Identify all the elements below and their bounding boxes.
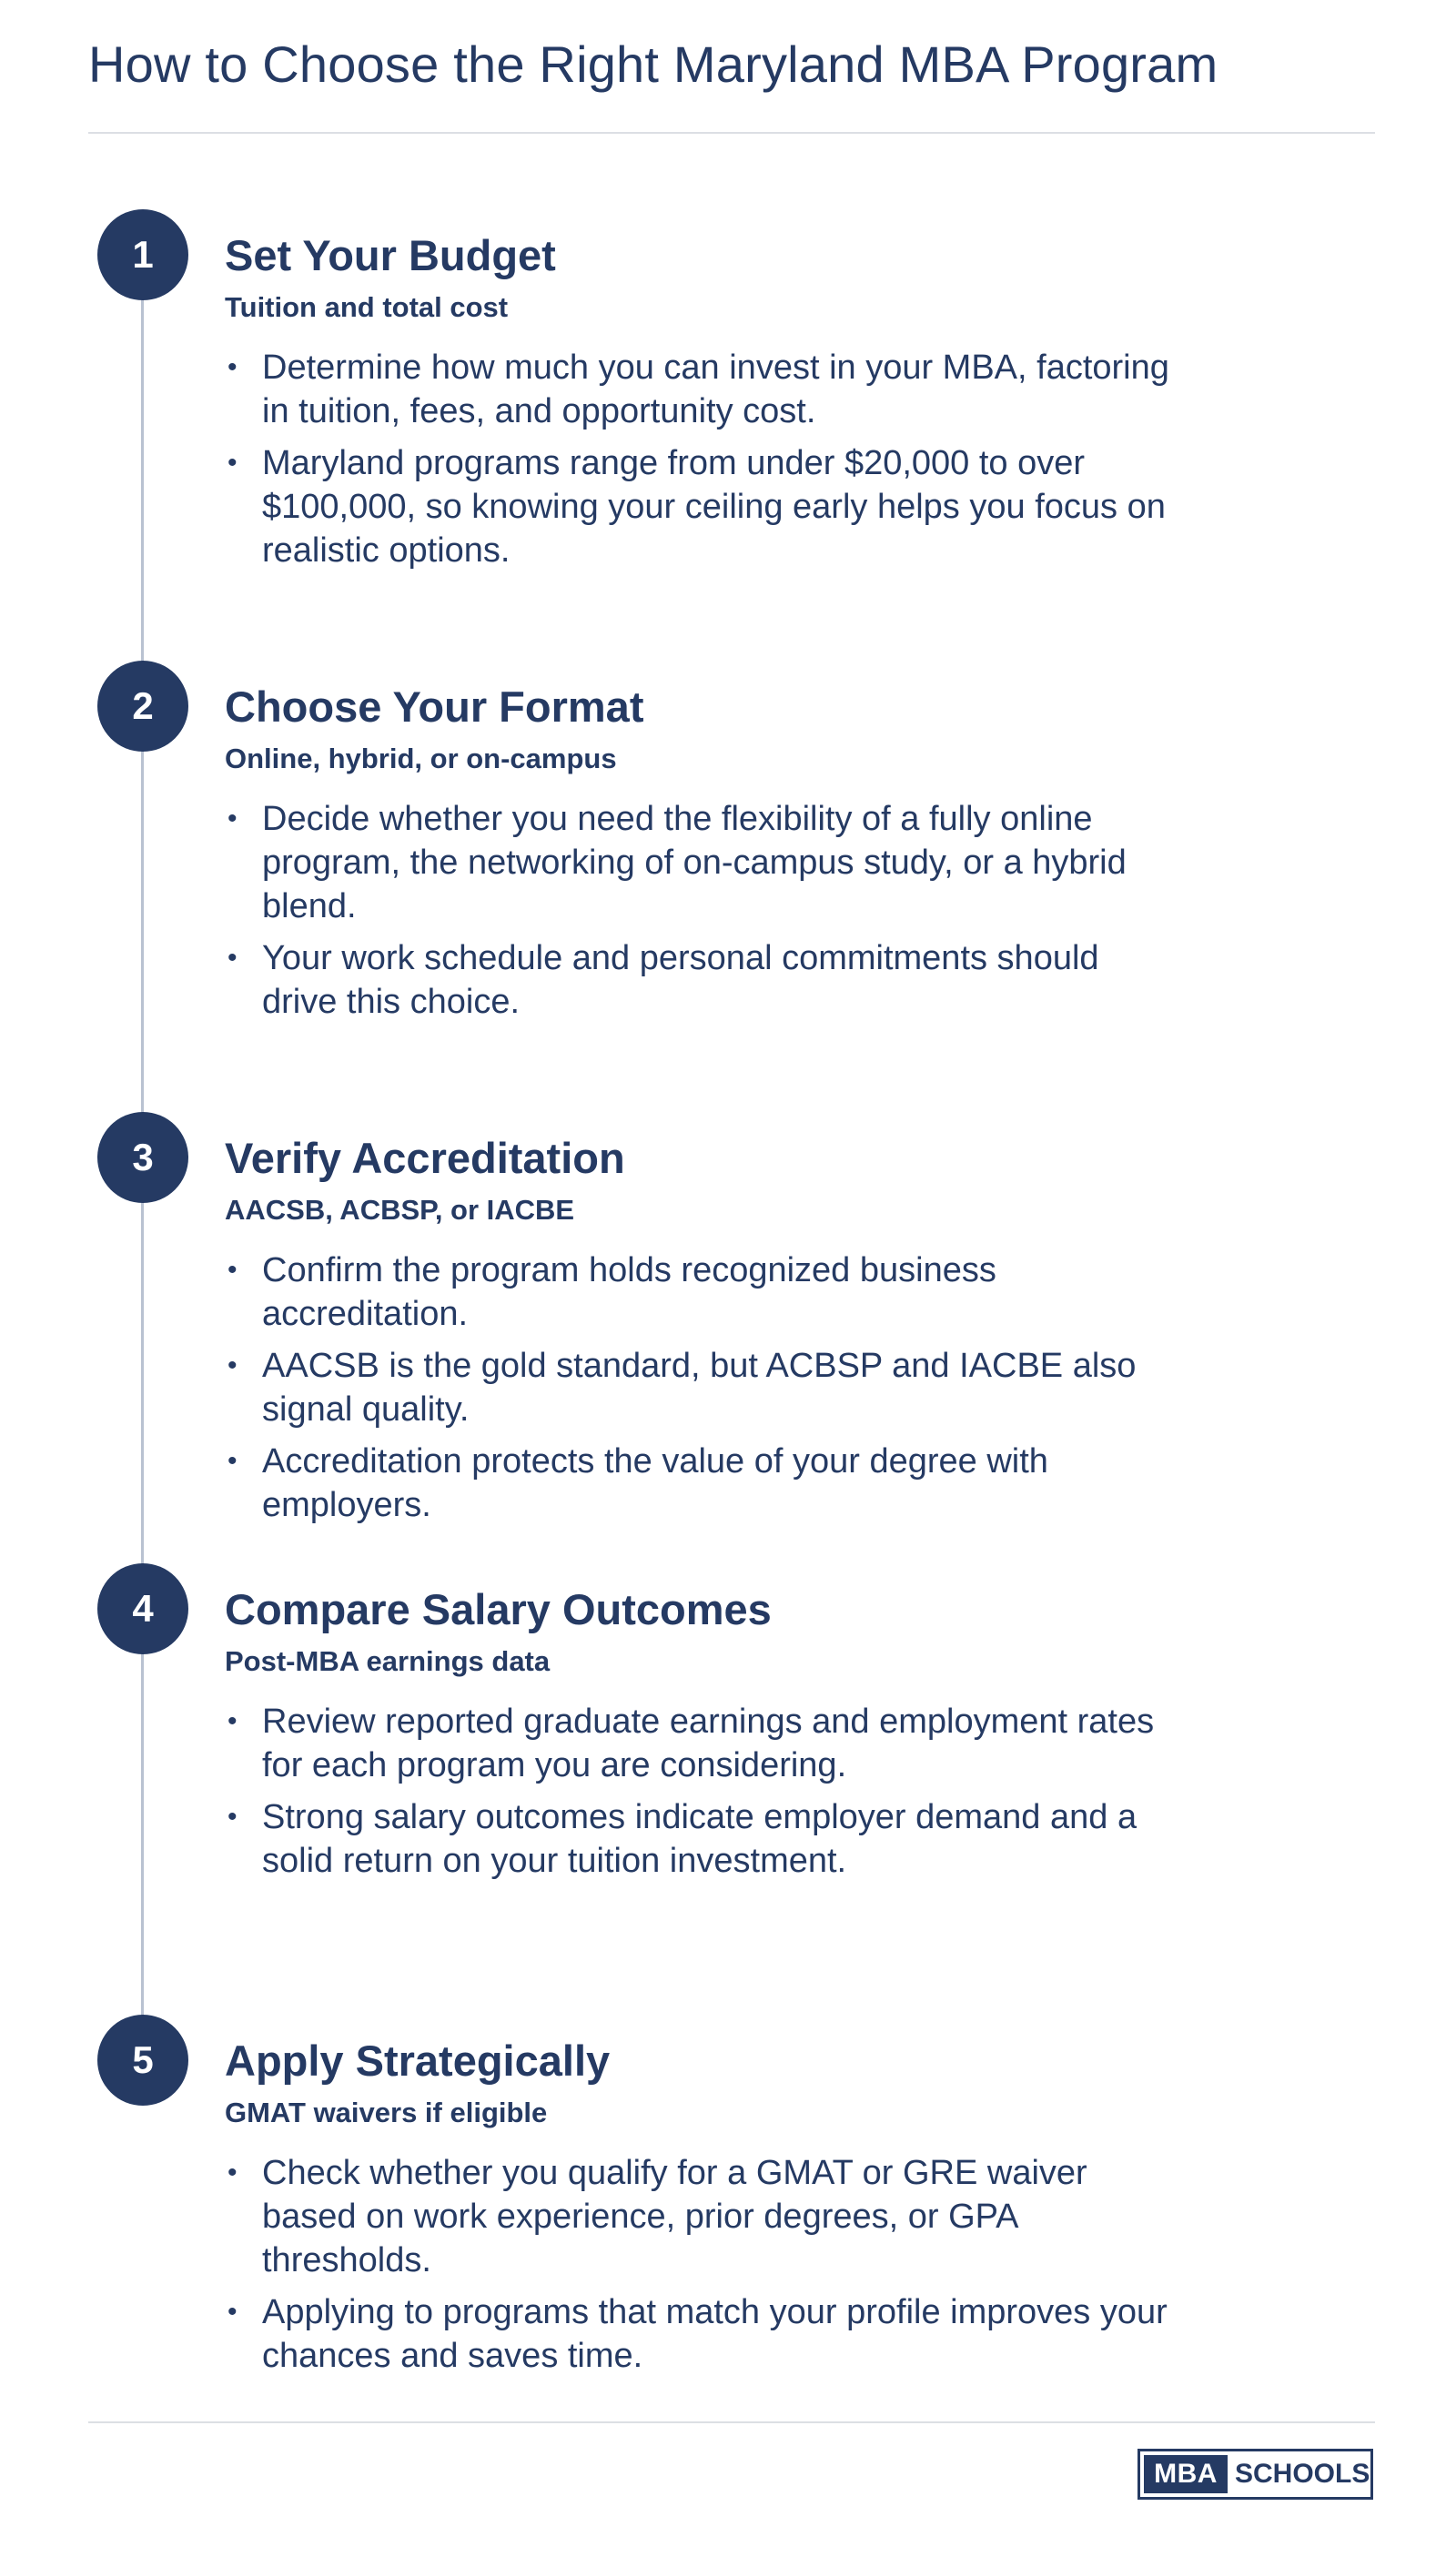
step-title: Apply Strategically — [225, 2037, 611, 2085]
step-subtitle: AACSB, ACBSP, or IACBE — [225, 1194, 575, 1226]
bullet-icon: • — [228, 943, 238, 973]
bullet-text: Maryland programs range from under $20,000 to over $100,000, so knowing your ceiling early helps you focus on realistic options. — [262, 444, 1166, 570]
bullet-icon: • — [228, 1255, 238, 1285]
page-title: How to Choose the Right Maryland MBA Program — [88, 35, 1218, 93]
step-number-badge: 1 — [97, 209, 188, 300]
header-divider — [88, 132, 1375, 134]
footer-divider — [88, 2421, 1375, 2423]
bullet-text: Strong salary outcomes indicate employer demand and a solid return on your tuition investment. — [262, 1798, 1138, 1880]
bullet-text: Accreditation protects the value of your degree with employers. — [262, 1442, 1048, 1524]
step-number-badge: 3 — [97, 1112, 188, 1203]
step-title: Choose Your Format — [225, 682, 644, 731]
bullet-text: AACSB is the gold standard, but ACBSP and IACBE also signal quality. — [262, 1347, 1137, 1429]
list-item — [225, 346, 1171, 433]
mba-schools-logo — [1138, 2449, 1373, 2500]
list-item — [225, 797, 1171, 928]
step-bullet-list — [225, 1700, 1171, 1891]
step-bullet-list — [225, 346, 1171, 581]
bullet-icon: • — [228, 1446, 238, 1476]
list-item — [225, 1248, 1171, 1336]
bullet-text: Check whether you qualify for a GMAT or GRE waiver based on work experience, prior degrees, or GPA thresholds. — [262, 2154, 1087, 2279]
bullet-text: Your work schedule and personal commitments should drive this choice. — [262, 939, 1099, 1021]
step-subtitle: Post-MBA earnings data — [225, 1645, 551, 1677]
bullet-text: Confirm the program holds recognized business accreditation. — [262, 1251, 996, 1333]
logo-mba-mark: MBA — [1144, 2455, 1228, 2493]
list-item — [225, 2151, 1171, 2282]
list-item — [225, 1344, 1171, 1431]
bullet-icon: • — [228, 803, 238, 834]
step-title: Set Your Budget — [225, 231, 556, 279]
bullet-text: Decide whether you need the flexibility of a fully online program, the networking of on-campus study, or a hybrid blend. — [262, 800, 1127, 925]
bullet-text: Applying to programs that match your profile improves your chances and saves time. — [262, 2293, 1168, 2375]
bullet-icon: • — [228, 1706, 238, 1736]
bullet-icon: • — [228, 2297, 238, 2327]
bullet-icon: • — [228, 2158, 238, 2188]
step-bullet-list — [225, 2151, 1171, 2386]
step-number-badge: 4 — [97, 1563, 188, 1654]
list-item — [225, 936, 1171, 1024]
list-item — [225, 1440, 1171, 1527]
bullet-icon: • — [228, 1350, 238, 1380]
bullet-icon: • — [228, 1802, 238, 1832]
bullet-text: Review reported graduate earnings and employment rates for each program you are considering. — [262, 1703, 1155, 1784]
list-item — [225, 441, 1171, 572]
step-subtitle: GMAT waivers if eligible — [225, 2097, 548, 2128]
step-title: Compare Salary Outcomes — [225, 1585, 772, 1633]
list-item — [225, 1795, 1171, 1883]
step-number-badge: 5 — [97, 2015, 188, 2106]
step-bullet-list — [225, 1248, 1171, 1535]
list-item — [225, 1700, 1171, 1787]
logo-schools-wordmark: SCHOOLS — [1235, 2459, 1370, 2489]
step-title: Verify Accreditation — [225, 1134, 625, 1182]
step-number-badge: 2 — [97, 661, 188, 752]
step-subtitle: Online, hybrid, or on-campus — [225, 743, 617, 774]
list-item — [225, 2290, 1171, 2378]
step-subtitle: Tuition and total cost — [225, 291, 509, 323]
step-bullet-list — [225, 797, 1171, 1032]
bullet-icon: • — [228, 448, 238, 478]
bullet-icon: • — [228, 352, 238, 382]
bullet-text: Determine how much you can invest in your MBA, factoring in tuition, fees, and opportunity cost. — [262, 349, 1169, 430]
